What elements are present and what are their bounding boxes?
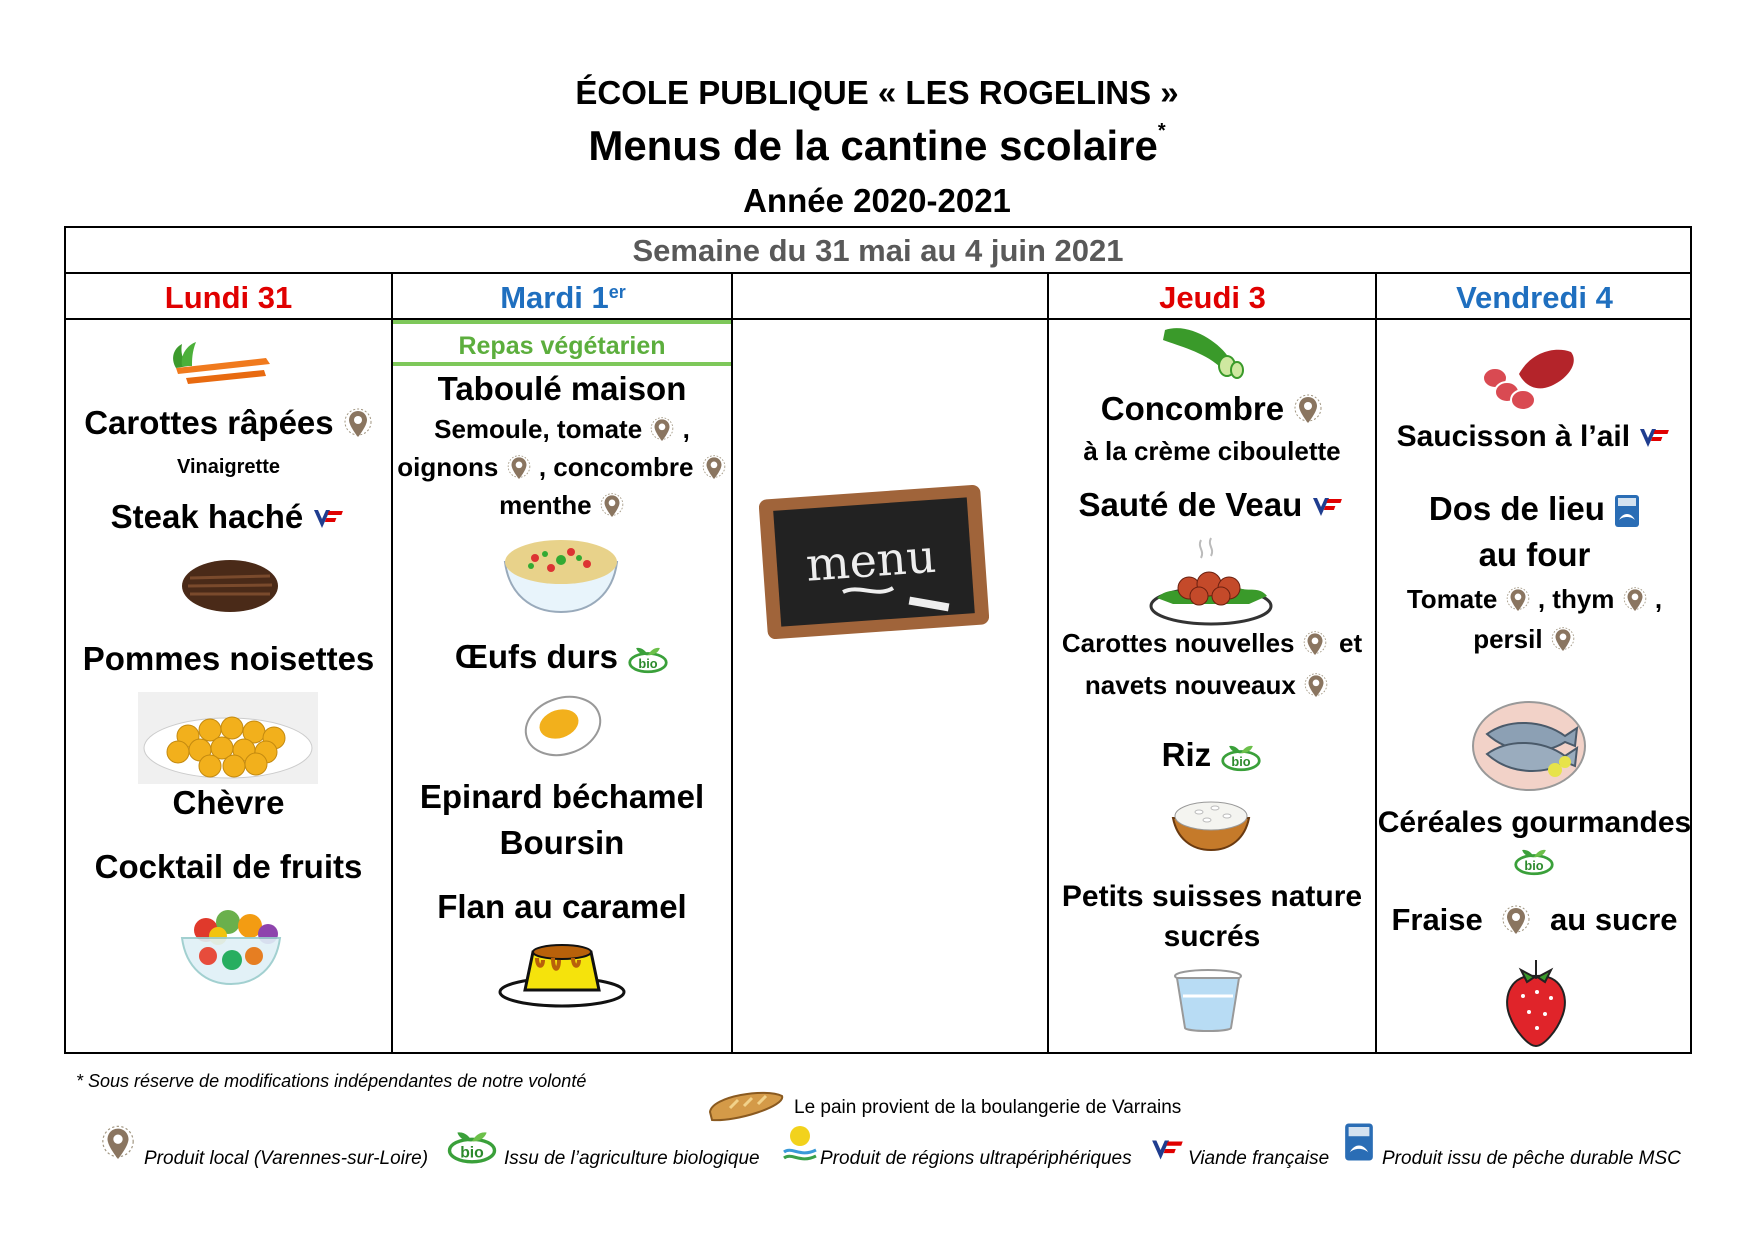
legend-local: Produit local (Varennes-sur-Loire) (144, 1148, 429, 1169)
menu-item: Fraise au sucre (1377, 902, 1692, 940)
menu-item-detail: menthe (393, 490, 731, 522)
school-name: ÉCOLE PUBLIQUE « LES ROGELINS » (575, 74, 1179, 111)
fish-dish-image (1469, 698, 1589, 794)
menu-item-detail: navets nouveaux (1039, 670, 1375, 702)
menu-item: Cocktail de fruits (94, 848, 363, 885)
legend-msc: Produit issu de pêche durable MSC (1382, 1148, 1681, 1169)
day-friday: Vendredi 4 (1456, 280, 1613, 315)
organic-icon (627, 644, 669, 674)
menu-item: Dos de lieu (1377, 490, 1692, 528)
local-product-icon (506, 454, 532, 484)
french-meat-icon (1150, 1138, 1186, 1162)
organic-icon (446, 1128, 498, 1164)
menu-item-detail: persil (1357, 624, 1692, 656)
legend-french-meat: Viande française (1188, 1148, 1330, 1169)
menu-item: Sauté de Veau (1049, 486, 1375, 524)
day-tuesday: Mardi 1er (500, 280, 626, 315)
menu-item-detail: Vinaigrette (177, 456, 280, 478)
menu-item: sucrés (1163, 920, 1261, 953)
menu-item: Pommes noisettes (82, 640, 375, 677)
menu-item: Saucisson à l’ail (1377, 420, 1692, 454)
legend-organic: Issu de l’agriculture biologique (504, 1148, 760, 1169)
page-title: Menus de la cantine scolaire* (588, 120, 1166, 169)
organic-icon (1220, 742, 1262, 772)
menu-item: Céréales gourmandes (1377, 806, 1692, 839)
local-product-icon (1550, 626, 1576, 656)
sausage-image (1479, 338, 1579, 414)
steak-image (180, 558, 280, 614)
footnote: * Sous réserve de modifications indépendantes de notre volonté (76, 1071, 587, 1091)
vegetarian-banner: Repas végétarien (393, 320, 731, 366)
local-product-icon (1622, 586, 1648, 616)
menu-item: Chèvre (172, 784, 285, 821)
organic-icon (1513, 846, 1555, 876)
local-product-icon (649, 416, 675, 446)
menu-item-detail: Tomate , thym , (1377, 584, 1692, 616)
menu-item: Riz (1049, 736, 1375, 774)
local-product-icon (1293, 393, 1323, 429)
menu-item: Flan au caramel (437, 888, 687, 925)
menu-item: Epinard béchamel (419, 778, 705, 815)
veal-dish-image (1149, 536, 1273, 628)
egg-image (521, 692, 605, 760)
menu-table (64, 226, 1692, 1054)
menu-item-detail: Carottes nouvelles et (1049, 628, 1375, 660)
menu-item: Carottes râpées (66, 404, 391, 443)
menu-item-detail: à la crème ciboulette (1083, 436, 1341, 466)
msc-fishing-icon (1614, 494, 1640, 528)
local-product-icon (343, 407, 373, 443)
menu-item: Œufs durs (393, 638, 731, 676)
menu-item-detail: oignons , concombre (393, 452, 731, 484)
french-meat-icon (1311, 496, 1345, 518)
monday-column (66, 320, 391, 1052)
menu-item: au four (1478, 536, 1591, 573)
local-product-icon (100, 1124, 136, 1166)
day-header-row (66, 274, 1690, 320)
local-product-icon (1302, 630, 1328, 660)
yogurt-image (1173, 968, 1243, 1034)
tabbouleh-image (501, 532, 621, 614)
cucumber-image (1159, 322, 1249, 382)
menu-item: Concombre (1049, 390, 1375, 429)
school-year: Année 2020-2021 (743, 182, 1011, 219)
menu-item: Petits suisses nature (1061, 880, 1363, 913)
local-product-icon (1501, 904, 1531, 940)
bread-note: Le pain provient de la boulangerie de Varrains (794, 1097, 1182, 1118)
menu-item: Taboulé maison (437, 370, 687, 407)
local-product-icon (701, 454, 727, 484)
legend-outermost-regions: Produit de régions ultrapériphériques (820, 1148, 1132, 1169)
bread-image (706, 1086, 786, 1126)
day-thursday: Jeudi 3 (1159, 280, 1266, 315)
french-meat-icon (312, 508, 346, 530)
potatoes-image (138, 692, 318, 784)
wednesday-column (733, 320, 1047, 1052)
rice-image (1169, 788, 1253, 852)
msc-fishing-icon (1344, 1122, 1374, 1162)
local-product-icon (1505, 586, 1531, 616)
menu-item: Boursin (499, 824, 625, 861)
tuesday-column (393, 320, 731, 1052)
fruit-bowl-image (176, 900, 286, 988)
french-meat-icon (1638, 427, 1672, 449)
menu-chalkboard-image (759, 480, 989, 640)
menu-item-detail: Semoule, tomate , (393, 414, 731, 446)
carrots-image (166, 338, 286, 386)
friday-column (1377, 320, 1692, 1052)
local-product-icon (599, 492, 625, 522)
chalkboard-text: menu (804, 528, 938, 592)
thursday-column (1049, 320, 1375, 1052)
menu-item: Steak haché (66, 498, 391, 536)
outermost-regions-icon (782, 1124, 818, 1164)
flan-image (497, 938, 627, 1008)
day-monday: Lundi 31 (164, 280, 293, 315)
week-label: Semaine du 31 mai au 4 juin 2021 (66, 228, 1690, 274)
local-product-icon (1303, 672, 1329, 702)
strawberry-image (1501, 956, 1571, 1048)
